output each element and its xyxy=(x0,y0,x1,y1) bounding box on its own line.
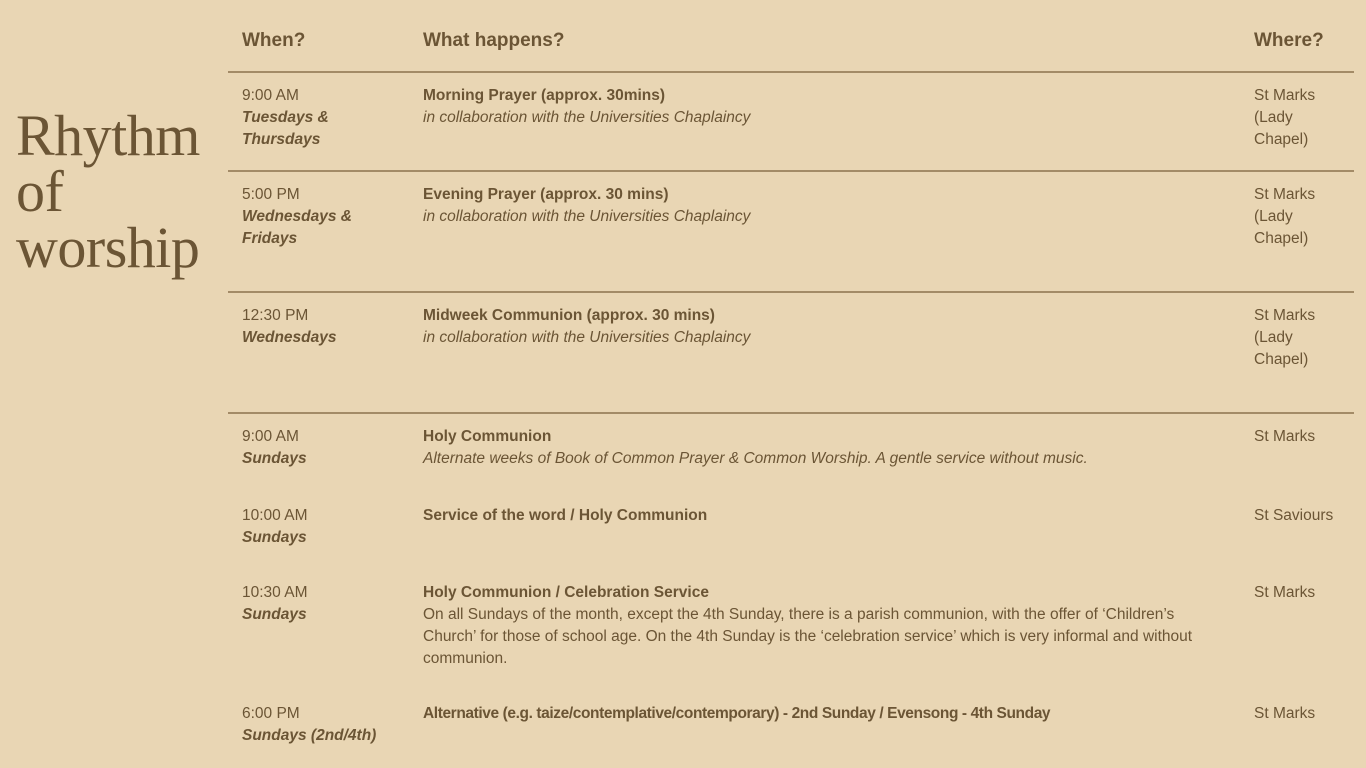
when-cell xyxy=(242,426,412,470)
service-name: Midweek Communion (approx. 30 mins) xyxy=(423,307,715,324)
service-time: 9:00 AM xyxy=(242,87,299,104)
what-cell xyxy=(423,184,1213,228)
column-header-where: Where? xyxy=(1254,30,1324,51)
service-location: St Saviours xyxy=(1254,507,1334,524)
what-cell xyxy=(423,703,1243,725)
what-cell xyxy=(423,426,1213,470)
service-note: in collaboration with the Universities Chaplaincy xyxy=(423,208,751,225)
service-location: St Marks xyxy=(1254,584,1316,601)
service-name: Alternative (e.g. taize/contemplative/contemporary) - 2nd Sunday / Evensong - 4th Sunday xyxy=(423,705,1051,722)
service-days: Wednesdays xyxy=(242,329,337,346)
row-divider xyxy=(228,412,1354,414)
service-location: St Marks xyxy=(1254,428,1316,445)
service-name: Service of the word / Holy Communion xyxy=(423,507,708,524)
service-days: Sundays xyxy=(242,606,307,623)
row-divider xyxy=(228,170,1354,172)
service-days: Wednesdays & Fridays xyxy=(242,208,352,247)
when-cell xyxy=(242,184,377,250)
service-days: Tuesdays & Thursdays xyxy=(242,109,329,148)
service-time: 6:00 PM xyxy=(242,705,300,722)
service-time: 5:00 PM xyxy=(242,186,300,203)
when-cell xyxy=(242,582,412,626)
service-location: St Marks (Lady Chapel) xyxy=(1254,307,1316,368)
service-location: St Marks (Lady Chapel) xyxy=(1254,87,1316,148)
column-header-when: When? xyxy=(242,30,306,51)
service-days: Sundays xyxy=(242,450,307,467)
service-time: 9:00 AM xyxy=(242,428,299,445)
row-divider xyxy=(228,291,1354,293)
service-days: Sundays (2nd/4th) xyxy=(242,727,377,744)
title-line-1: Rhythm xyxy=(16,103,200,168)
what-cell xyxy=(423,305,1213,349)
service-location: St Marks (Lady Chapel) xyxy=(1254,186,1316,247)
title-line-3: worship xyxy=(16,215,200,280)
service-time: 10:00 AM xyxy=(242,507,308,524)
service-name: Holy Communion xyxy=(423,428,552,445)
service-time: 10:30 AM xyxy=(242,584,308,601)
header-divider xyxy=(228,71,1354,73)
what-cell xyxy=(423,582,1203,670)
service-time: 12:30 PM xyxy=(242,307,309,324)
title-line-2: of xyxy=(16,159,64,224)
when-cell xyxy=(242,505,412,549)
service-note: On all Sundays of the month, except the 4th Sunday, there is a parish communion, with the offer of ‘Children’s Church’ for those of school age. On the 4th Sunday is the ‘celebration service’ which is very informal and without communion. xyxy=(423,606,1193,667)
when-cell xyxy=(242,85,352,151)
service-location: St Marks xyxy=(1254,705,1316,722)
when-cell xyxy=(242,305,412,349)
page-title xyxy=(16,103,226,280)
service-name: Morning Prayer (approx. 30mins) xyxy=(423,87,666,104)
service-name: Evening Prayer (approx. 30 mins) xyxy=(423,186,669,203)
service-note: Alternate weeks of Book of Common Prayer & Common Worship. A gentle service without music. xyxy=(423,450,1088,467)
what-cell xyxy=(423,85,1213,129)
service-note: in collaboration with the Universities Chaplaincy xyxy=(423,109,751,126)
service-note: in collaboration with the Universities Chaplaincy xyxy=(423,329,751,346)
service-name: Holy Communion / Celebration Service xyxy=(423,584,709,601)
service-days: Sundays xyxy=(242,529,307,546)
when-cell xyxy=(242,703,412,747)
what-cell xyxy=(423,505,1213,527)
column-header-what: What happens? xyxy=(423,30,565,51)
